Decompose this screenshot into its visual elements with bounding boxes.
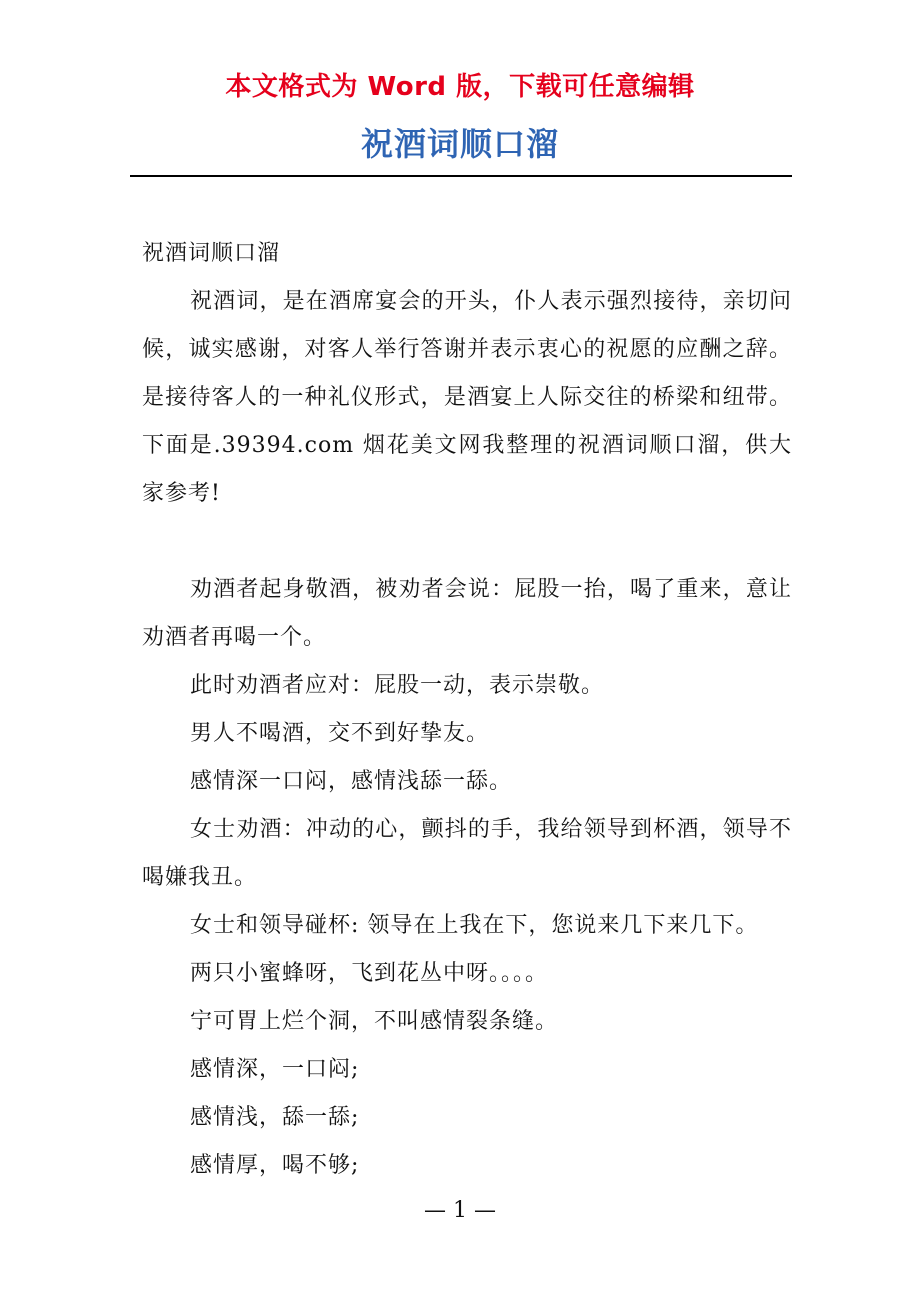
- page-number: — 1 —: [424, 1198, 496, 1223]
- toast-line-4: 感情深一口闷，感情浅舔一舔。: [190, 769, 513, 794]
- body-subheading: 祝酒词顺口溜: [142, 241, 281, 266]
- toast-line-1: 劝酒者起身敬酒，被劝者会说：屁股一抬，喝了重来，意让劝酒者再喝一个。: [142, 577, 792, 650]
- toast-line-10: 感情浅，舔一舔;: [190, 1105, 360, 1130]
- format-notice: 本文格式为 Word 版，下载可任意编辑: [225, 72, 695, 102]
- toast-line-6: 女士和领导碰杯: 领导在上我在下，您说来几下来几下。: [190, 913, 759, 938]
- toast-line-2: 此时劝酒者应对：屁股一动，表示崇敬。: [190, 673, 605, 698]
- document-body: [142, 230, 792, 1190]
- toast-line-7: 两只小蜜蜂呀，飞到花丛中呀。。。。: [190, 961, 549, 986]
- document-title: 祝酒词顺口溜: [360, 125, 559, 163]
- intro-paragraph: 祝酒词，是在酒席宴会的开头，仆人表示强烈接待，亲切问候，诚实感谢，对客人举行答谢并表示衷心的祝愿的应酬之辞。是接待客人的一种礼仪形式，是酒宴上人际交往的桥梁和纽带。下面是.39394.com 烟花美文网我整理的祝酒词顺口溜，供大家参考!: [142, 289, 792, 506]
- toast-line-11: 感情厚，喝不够;: [190, 1153, 360, 1178]
- toast-line-8: 宁可胃上烂个洞，不叫感情裂条缝。: [190, 1009, 559, 1034]
- toast-line-5: 女士劝酒：冲动的心，颤抖的手，我给领导到杯酒，领导不喝嫌我丑。: [142, 817, 792, 890]
- title-divider: [130, 175, 792, 177]
- toast-line-9: 感情深，一口闷;: [190, 1057, 360, 1082]
- paragraph-spacer: [142, 518, 792, 566]
- toast-line-3: 男人不喝酒，交不到好挚友。: [190, 721, 490, 746]
